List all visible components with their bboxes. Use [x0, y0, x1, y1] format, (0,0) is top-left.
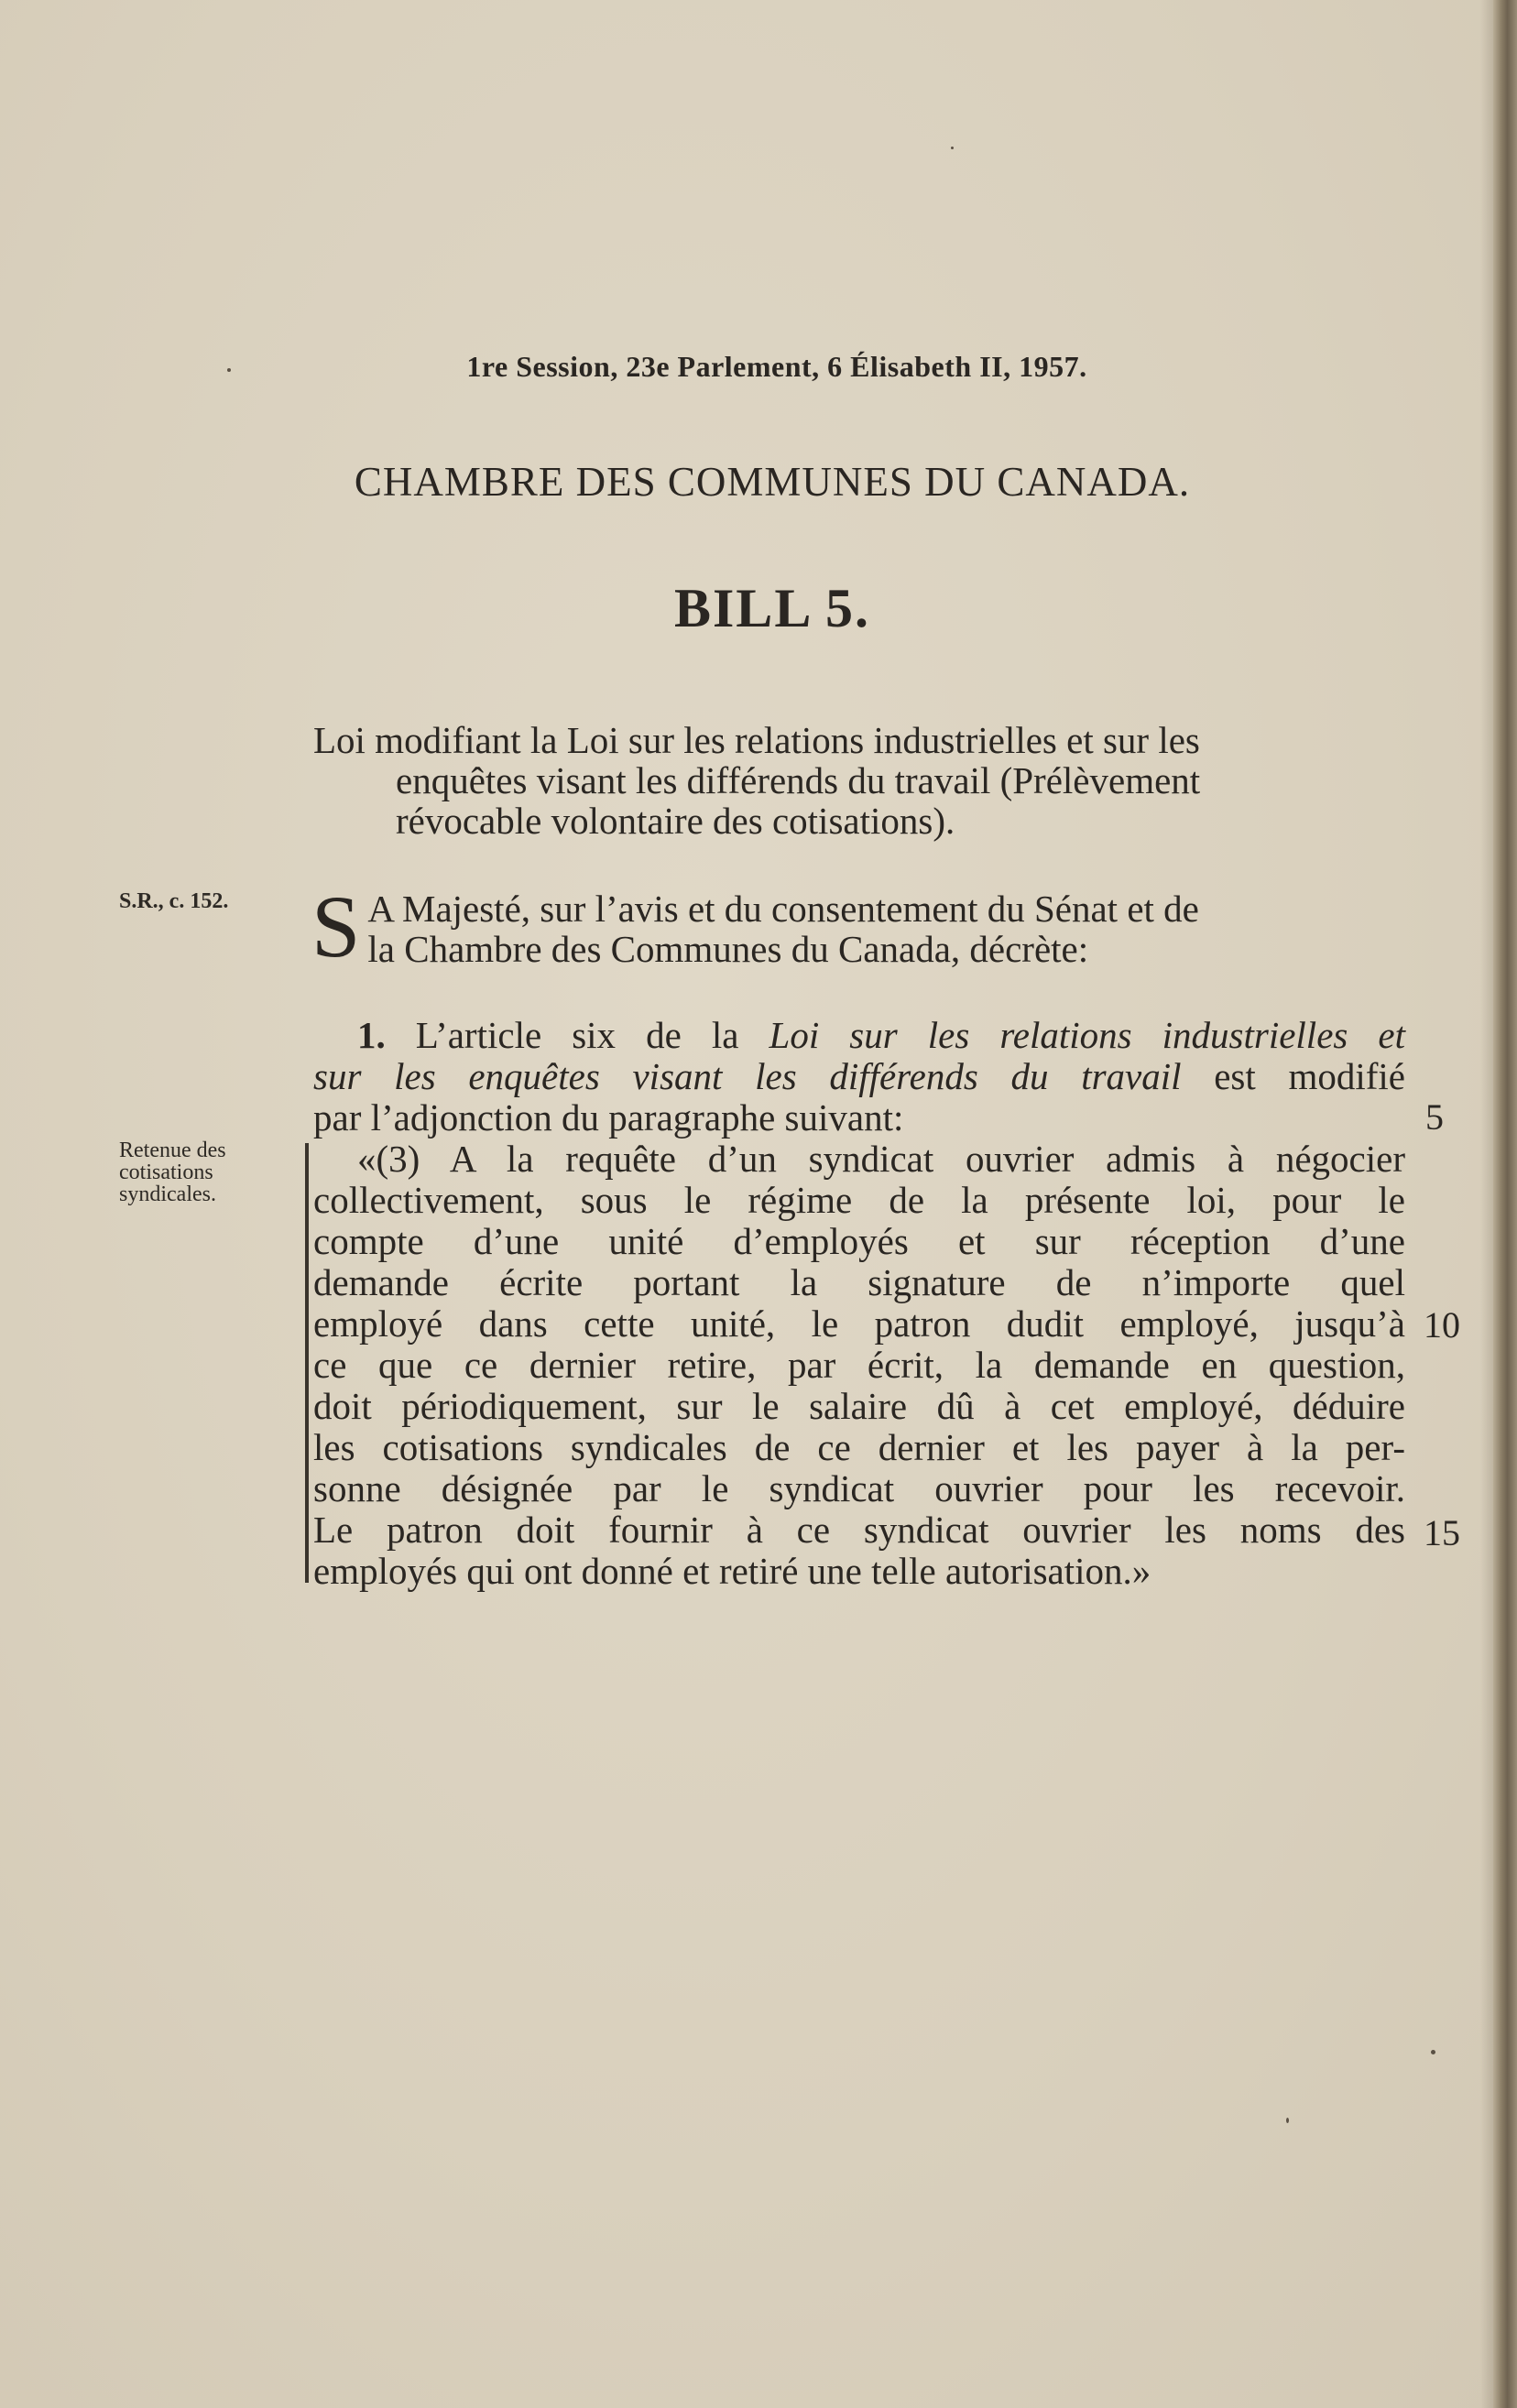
article-line: «(3) A la requête d’un syndicat ouvrier admis à négocier: [357, 1138, 1405, 1180]
article-line: Le patron doit fournir à ce syndicat ouvrier les noms des: [313, 1509, 1405, 1551]
article-line: employé dans cette unité, le patron dudit employé, jusqu’à: [313, 1302, 1405, 1345]
article-text: est modifié: [1181, 1055, 1405, 1097]
article-number: 1.: [357, 1014, 386, 1056]
margin-note-line: cotisations: [119, 1160, 213, 1184]
article-line: demande écrite portant la signature de n’importe quel: [313, 1261, 1405, 1303]
margin-note-revised-statutes: S.R., c. 152.: [119, 889, 229, 913]
article-line: collectivement, sous le régime de la présente loi, pour le: [313, 1179, 1405, 1221]
title-line-3: révocable volontaire des cotisations).: [396, 800, 955, 842]
article-line: compte d’une unité d’employés et sur réception d’une: [313, 1220, 1405, 1262]
drop-cap: S: [311, 877, 361, 975]
margin-note-line: syndicales.: [119, 1182, 216, 1206]
amendment-sidebar-rule: [305, 1143, 309, 1583]
bill-long-title: [313, 720, 1405, 841]
title-line-1: Loi modifiant la Loi sur les relations industrielles et sur les: [313, 719, 1200, 761]
article-line: par l’adjonction du paragraphe suivant:: [313, 1096, 904, 1139]
article-line: ce que ce dernier retire, par écrit, la demande en question,: [313, 1344, 1405, 1386]
article-line: [313, 1015, 1405, 1056]
article-1: [313, 1015, 1405, 1592]
line-number-5: 5: [1425, 1096, 1444, 1138]
speck: [1431, 2050, 1435, 2054]
article-line: [313, 1056, 1405, 1097]
article-text: L’article six de la: [385, 1014, 769, 1056]
speck: [1286, 2118, 1289, 2123]
article-line: doit périodiquement, sur le salaire dû à cet employé, déduire: [313, 1385, 1405, 1427]
act-title-italic: Loi sur les relations industrielles et: [769, 1014, 1405, 1056]
enacting-line-1: A Majesté, sur l’avis et du consentement du Sénat et de: [367, 888, 1199, 930]
enacting-clause: [311, 877, 1405, 975]
title-line-2: enquêtes visant les différends du travail (Prélèvement: [396, 759, 1201, 801]
bill-number: BILL 5.: [673, 578, 871, 638]
article-line: les cotisations syndicales de ce dernier et les payer à la per-: [313, 1426, 1405, 1468]
speck: [951, 147, 954, 149]
session-line: 1re Session, 23e Parlement, 6 Élisabeth II, 1957.: [466, 350, 1087, 383]
act-title-italic: sur les enquêtes visant les différends du travail: [313, 1055, 1182, 1097]
article-line: sonne désignée par le syndicat ouvrier pour les recevoir.: [313, 1467, 1405, 1509]
chamber-title: CHAMBRE DES COMMUNES DU CANADA.: [354, 459, 1191, 505]
enacting-line-2: la Chambre des Communes du Canada, décrète:: [367, 928, 1089, 970]
article-line: employés qui ont donné et retiré une telle autorisation.»: [313, 1550, 1151, 1592]
line-number-10: 10: [1424, 1304, 1460, 1346]
margin-note-line: Retenue des: [119, 1139, 226, 1162]
margin-note-retenue: [119, 1139, 279, 1205]
line-number-15: 15: [1424, 1512, 1460, 1553]
